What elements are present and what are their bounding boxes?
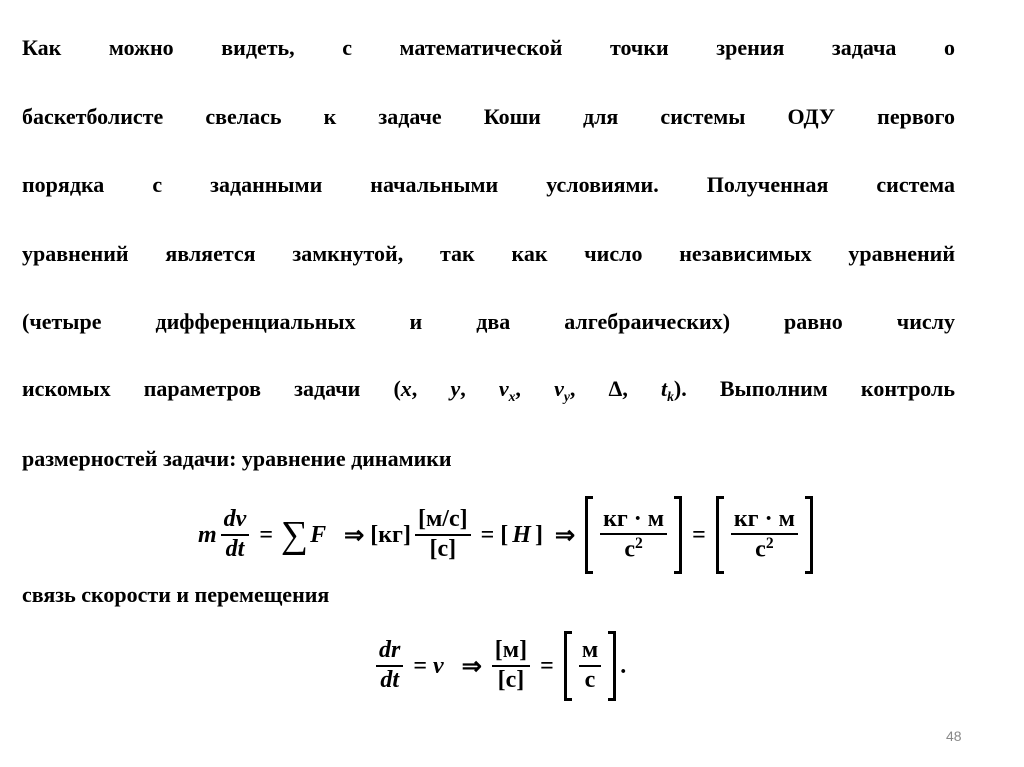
main-paragraph [22,14,955,425]
paragraph-line-params: искомых параметров задачи (x, y, $v_x$, $v_y$, Δ, $t_k$). Выполним контроль [22,376,955,405]
implies-icon: ⇒ [554,522,576,549]
sum-symbol: ∑ [281,514,309,556]
paragraph-line: уравнений является замкнутой, так как число независимых уравнений [22,240,955,266]
newton-unit-bracket: $\frac{кг \cdot м}{с^2}$ [585,496,682,574]
paragraph-line: Как можно видеть, с математической точки зрения задача о [22,35,955,61]
newton-unit-bracket: $\frac{кг \cdot м}{с^2}$ [716,496,813,574]
paragraph-last-line: размерностей задачи: уравнение динамики [22,446,452,471]
mass-symbol: m [198,521,217,548]
page-number: 48 [946,728,962,744]
kinematics-equation: $\frac{dr}{dt}$ = v ⇒ $\frac{[м]}{[с]}$ = $\frac{м}{с}$ . [372,631,626,701]
velocity-unit-fraction: $\frac{[м/с]}{[с]}$ [415,506,471,563]
unit-fraction: $\frac{[м]}{[с]}$ [492,637,530,694]
implies-icon: ⇒ [344,522,365,549]
dv-dt-fraction: $\frac{dv}{dt}$ [221,506,250,563]
implies-icon: ⇒ [461,653,482,680]
paragraph-line: (четыре дифференциальных и два алгебраических) равно числу [22,309,955,335]
dynamics-equation: m $\frac{dv}{dt}$ = ∑ F ⇒ [кг] $\frac{[м/с]}{[с]}$ = [ H ] ⇒ $\frac{кг \cdot м}{с^2}$ = $\frac{кг \cdot м}{с^2}$ [198,496,817,574]
dr-dt-fraction: $\frac{dr}{dt}$ [376,637,403,694]
paragraph-line: порядка с заданными начальными условиями. Полученная система [22,172,955,198]
paragraph-line: баскетболисте свелась к задаче Коши для системы ОДУ первого [22,103,955,129]
velocity-unit-bracket: $\frac{м}{с}$ [564,631,616,701]
connection-line: связь скорости и перемещения [22,582,330,607]
